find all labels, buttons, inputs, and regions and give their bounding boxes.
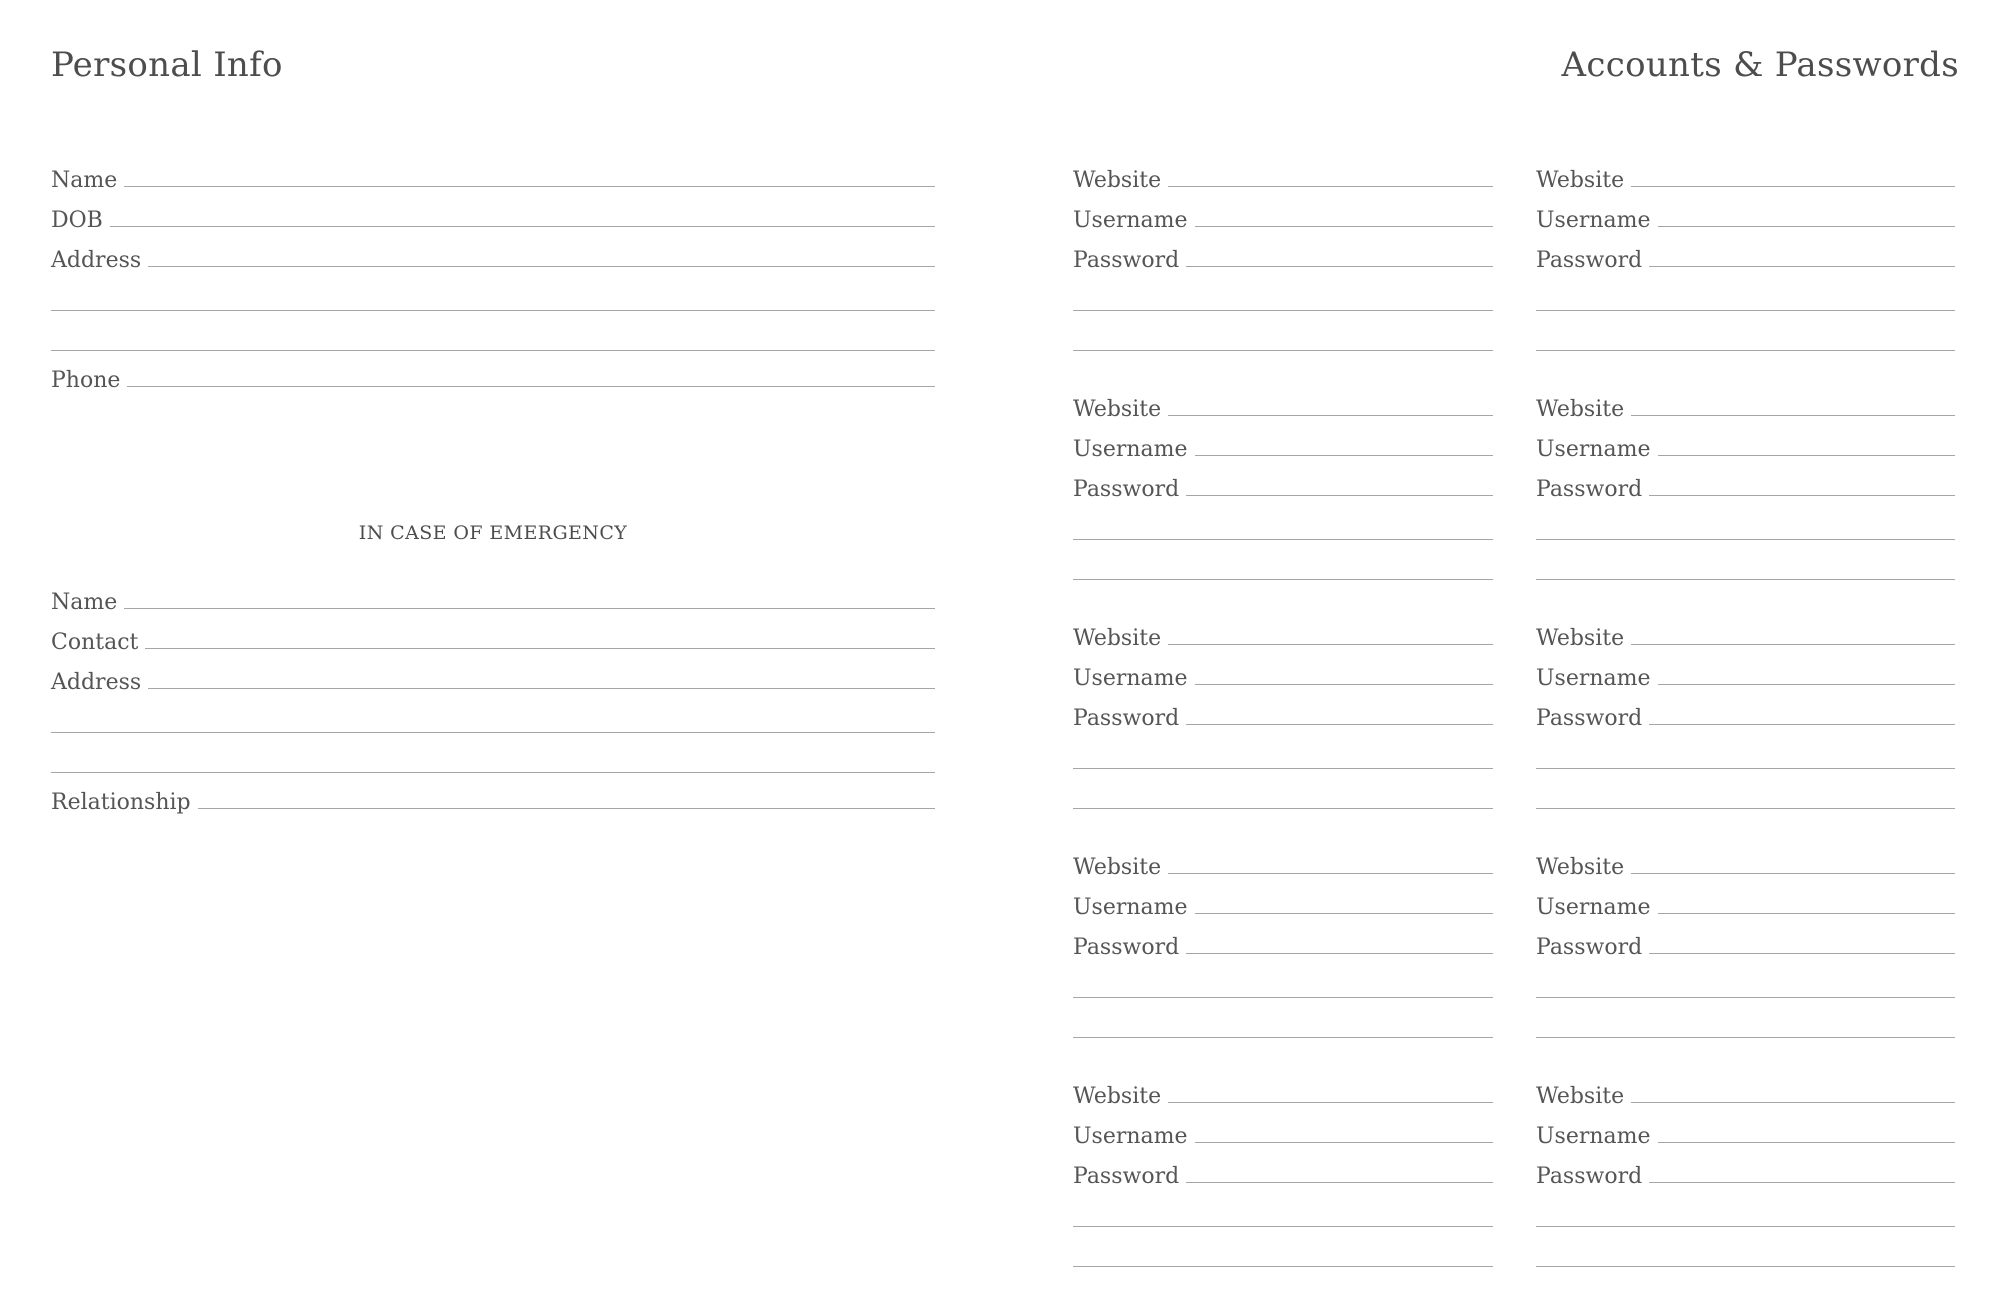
address-line[interactable] (148, 266, 935, 267)
emergency-address-extra-line[interactable] (51, 732, 935, 733)
notes-line[interactable] (1073, 310, 1493, 311)
website-field[interactable] (1536, 843, 1955, 883)
username-label: Username (1536, 895, 1651, 920)
notes-line[interactable] (1536, 1037, 1955, 1038)
username-line[interactable] (1195, 1142, 1493, 1143)
password-label: Password (1073, 477, 1180, 502)
password-label: Password (1073, 706, 1180, 731)
password-line[interactable] (1649, 266, 1955, 267)
emergency-address-field[interactable] (51, 658, 935, 698)
username-field[interactable] (1536, 425, 1955, 465)
emergency-contact-line[interactable] (145, 648, 935, 649)
notes-line[interactable] (1073, 350, 1493, 351)
password-line[interactable] (1186, 724, 1493, 725)
password-field[interactable] (1073, 694, 1493, 734)
website-label: Website (1536, 397, 1625, 422)
website-label: Website (1536, 855, 1625, 880)
website-line[interactable] (1168, 415, 1493, 416)
notes-line[interactable] (1073, 768, 1493, 769)
website-label: Website (1073, 1084, 1162, 1109)
emergency-name-label: Name (51, 590, 118, 615)
password-line[interactable] (1649, 724, 1955, 725)
dob-field[interactable] (51, 196, 935, 236)
password-label: Password (1536, 1164, 1643, 1189)
website-line[interactable] (1168, 873, 1493, 874)
address-field[interactable] (51, 236, 935, 276)
website-line[interactable] (1168, 186, 1493, 187)
password-line[interactable] (1186, 266, 1493, 267)
website-line[interactable] (1631, 644, 1955, 645)
notes-line[interactable] (1536, 808, 1955, 809)
website-line[interactable] (1631, 415, 1955, 416)
phone-line[interactable] (127, 386, 935, 387)
name-label: Name (51, 168, 118, 193)
password-label: Password (1536, 706, 1643, 731)
username-line[interactable] (1658, 684, 1955, 685)
username-label: Username (1073, 895, 1188, 920)
emergency-name-line[interactable] (124, 608, 935, 609)
dob-label: DOB (51, 208, 103, 233)
emergency-address-label: Address (51, 670, 142, 695)
website-line[interactable] (1631, 873, 1955, 874)
password-line[interactable] (1186, 495, 1493, 496)
username-line[interactable] (1658, 1142, 1955, 1143)
notes-line[interactable] (1073, 1226, 1493, 1227)
username-label: Username (1073, 1124, 1188, 1149)
website-field[interactable] (1073, 614, 1493, 654)
relationship-field[interactable] (51, 778, 935, 818)
notes-line[interactable] (1536, 1266, 1955, 1267)
notes-line[interactable] (1073, 1266, 1493, 1267)
password-field[interactable] (1536, 236, 1955, 276)
password-line[interactable] (1649, 953, 1955, 954)
notes-line[interactable] (1536, 1226, 1955, 1227)
username-label: Username (1536, 208, 1651, 233)
password-label: Password (1073, 1164, 1180, 1189)
accounts-passwords-title: Accounts & Passwords (1561, 45, 1959, 85)
website-label: Website (1536, 168, 1625, 193)
website-line[interactable] (1168, 644, 1493, 645)
website-field[interactable] (1536, 156, 1955, 196)
notes-line[interactable] (1073, 808, 1493, 809)
username-line[interactable] (1195, 913, 1493, 914)
notes-line[interactable] (1536, 768, 1955, 769)
username-field[interactable] (1073, 196, 1493, 236)
website-line[interactable] (1168, 1102, 1493, 1103)
password-label: Password (1536, 935, 1643, 960)
emergency-contact-field[interactable] (51, 618, 935, 658)
username-line[interactable] (1195, 684, 1493, 685)
password-line[interactable] (1186, 953, 1493, 954)
website-label: Website (1073, 855, 1162, 880)
address-label: Address (51, 248, 142, 273)
password-field[interactable] (1073, 1152, 1493, 1192)
emergency-contact-label: Contact (51, 630, 139, 655)
username-label: Username (1073, 666, 1188, 691)
website-field[interactable] (1073, 385, 1493, 425)
notes-line[interactable] (1536, 350, 1955, 351)
username-label: Username (1536, 666, 1651, 691)
username-line[interactable] (1195, 455, 1493, 456)
password-line[interactable] (1649, 1182, 1955, 1183)
relationship-label: Relationship (51, 790, 191, 815)
notes-line[interactable] (1073, 579, 1493, 580)
username-field[interactable] (1073, 654, 1493, 694)
password-field[interactable] (1536, 923, 1955, 963)
password-label: Password (1536, 248, 1643, 273)
username-line[interactable] (1658, 455, 1955, 456)
username-label: Username (1536, 437, 1651, 462)
password-label: Password (1536, 477, 1643, 502)
website-label: Website (1536, 626, 1625, 651)
phone-field[interactable] (51, 356, 935, 396)
password-field[interactable] (1536, 465, 1955, 505)
username-field[interactable] (1073, 883, 1493, 923)
emergency-address-line[interactable] (148, 688, 935, 689)
website-line[interactable] (1631, 186, 1955, 187)
notes-line[interactable] (1073, 1037, 1493, 1038)
personal-info-title: Personal Info (51, 45, 283, 85)
password-line[interactable] (1186, 1182, 1493, 1183)
username-field[interactable] (1536, 883, 1955, 923)
password-field[interactable] (1073, 923, 1493, 963)
notes-line[interactable] (1073, 539, 1493, 540)
password-label: Password (1073, 935, 1180, 960)
website-field[interactable] (1073, 1072, 1493, 1112)
username-line[interactable] (1195, 226, 1493, 227)
dob-line[interactable] (110, 226, 935, 227)
username-field[interactable] (1536, 1112, 1955, 1152)
website-line[interactable] (1631, 1102, 1955, 1103)
password-field[interactable] (1536, 694, 1955, 734)
website-field[interactable] (1536, 614, 1955, 654)
username-line[interactable] (1658, 913, 1955, 914)
password-field[interactable] (1073, 236, 1493, 276)
website-label: Website (1536, 1084, 1625, 1109)
username-label: Username (1073, 208, 1188, 233)
emergency-address-extra-line[interactable] (51, 772, 935, 773)
relationship-line[interactable] (198, 808, 935, 809)
website-field[interactable] (1536, 385, 1955, 425)
password-field[interactable] (1536, 1152, 1955, 1192)
password-field[interactable] (1073, 465, 1493, 505)
website-label: Website (1073, 397, 1162, 422)
notes-line[interactable] (1536, 579, 1955, 580)
username-field[interactable] (1536, 654, 1955, 694)
phone-label: Phone (51, 368, 121, 393)
username-line[interactable] (1658, 226, 1955, 227)
username-field[interactable] (1536, 196, 1955, 236)
website-label: Website (1073, 626, 1162, 651)
notes-line[interactable] (1536, 310, 1955, 311)
website-field[interactable] (1536, 1072, 1955, 1112)
password-line[interactable] (1649, 495, 1955, 496)
website-label: Website (1073, 168, 1162, 193)
website-field[interactable] (1073, 156, 1493, 196)
name-line[interactable] (124, 186, 935, 187)
username-label: Username (1536, 1124, 1651, 1149)
notes-line[interactable] (1536, 997, 1955, 998)
notes-line[interactable] (1536, 539, 1955, 540)
website-field[interactable] (1073, 843, 1493, 883)
username-field[interactable] (1073, 1112, 1493, 1152)
username-field[interactable] (1073, 425, 1493, 465)
address-extra-line[interactable] (51, 350, 935, 351)
address-extra-line[interactable] (51, 310, 935, 311)
username-label: Username (1073, 437, 1188, 462)
notes-line[interactable] (1073, 997, 1493, 998)
emergency-heading: IN CASE OF EMERGENCY (358, 522, 628, 544)
emergency-name-field[interactable] (51, 578, 935, 618)
name-field[interactable] (51, 156, 935, 196)
password-label: Password (1073, 248, 1180, 273)
